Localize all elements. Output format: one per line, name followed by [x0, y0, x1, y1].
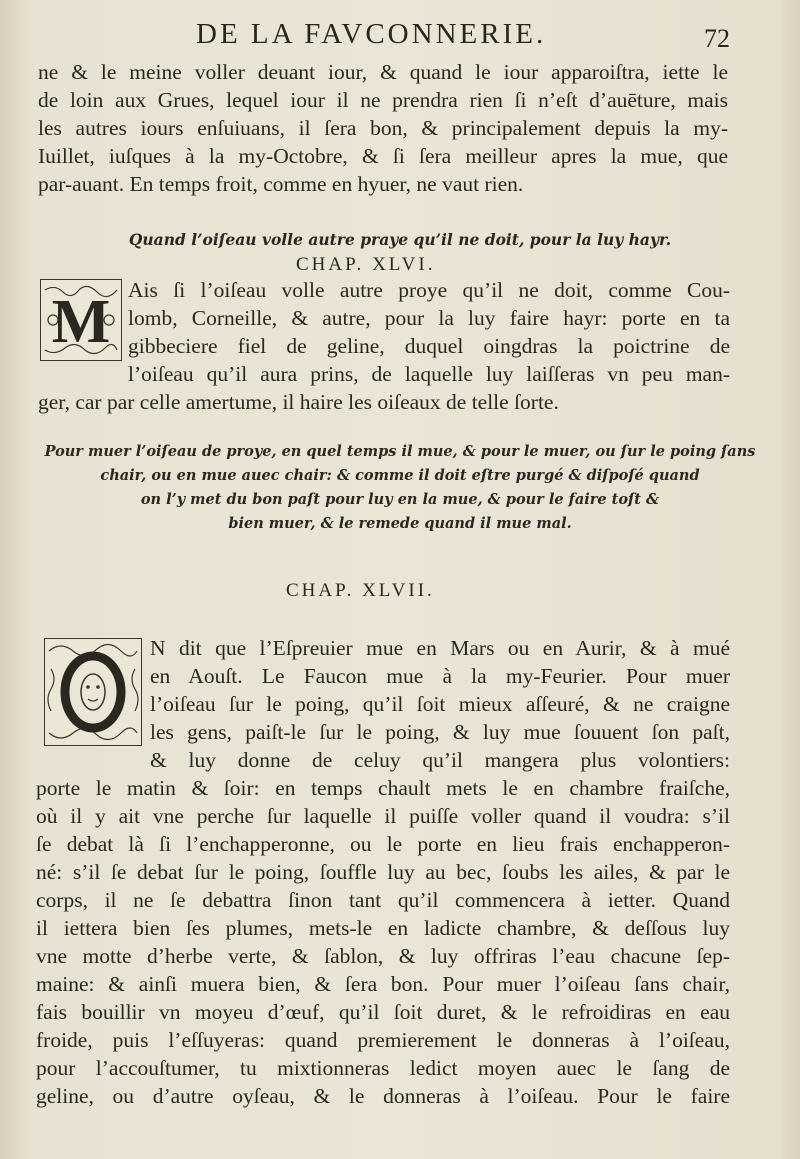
title-line: bien muer, & le remede quand il mue mal. — [228, 515, 572, 532]
text-line: N dit que l’Eſpreuier mue en Mars ou en Aurir, & à mué — [150, 636, 730, 660]
chapter-46-label: CHAP. XLVI. — [296, 254, 436, 275]
text-line: Ais ſi l’oiſeau volle autre proye qu’il ne doit, comme Cou- — [128, 278, 730, 302]
initial-letter: M — [51, 288, 111, 356]
text-line: en Aouſt. Le Faucon mue à la my-Feurier. Pour muer — [150, 664, 730, 688]
text-line: geline, ou d’autre oyſeau, & le donneras à l’oiſeau. Pour le faire — [36, 1084, 730, 1108]
text-line: pour l’accouſtumer, tu mixtionneras ledict moyen auec le ſang de — [36, 1056, 730, 1080]
text-line: Iuillet, iuſques à la my-Octobre, & ſi ſera meilleur apres la mue, que — [38, 144, 728, 168]
text-line: de loin aux Grues, lequel iour il ne prendra rien ſi n’eſt d’auēture, mais — [38, 88, 728, 112]
chapter-47-text-full — [36, 774, 730, 1110]
text-line: maine: & ainſi muera bien, & ſera bon. Pour muer l’oiſeau ſans chair, — [36, 972, 730, 996]
decorated-initial-o — [44, 638, 142, 746]
text-line: il iettera bien ſes plumes, mets-le en ladicte chambre, & deſſous luy — [36, 916, 730, 940]
chapter-47-title — [0, 440, 800, 536]
text-line: les gens, paiſt-le ſur le poing, & luy mue ſouuent ſon paſt, — [150, 720, 730, 744]
initial-letter: O — [45, 639, 46, 640]
continuation-paragraph — [38, 58, 728, 198]
chapter-47-label: CHAP. XLVII. — [286, 580, 435, 601]
text-line: né: s’il ſe debat ſur le poing, ſouffle luy au bec, ſoubs les ailes, & par le — [36, 860, 730, 884]
chapter-46-text-full — [38, 388, 688, 416]
text-line: fais bouillir vn moyeu d’œuf, qu’il ſoit duret, & le refroidiras en eau — [36, 1000, 730, 1024]
text-line: froide, puis l’eſſuyeras: quand premierement le donneras à l’oiſeau, — [36, 1028, 730, 1052]
text-line: où il y ait vne perche ſur laquelle il puiſſe voller quand il voudra: s’il — [36, 804, 730, 828]
chapter-46-text-indented — [128, 276, 730, 388]
text-line: corps, il ne ſe debattra ſinon tant qu’il commencera à ietter. Quand — [36, 888, 730, 912]
text-line: les autres iours enſuiuans, il ſera bon, & principalement depuis la my- — [38, 116, 728, 140]
text-line: l’oiſeau qu’il aura prins, de laquelle luy laiſſeras vn peu man- — [128, 362, 730, 386]
text-line: ger, car par celle amertume, il haire les oiſeaux de telle ſorte. — [38, 390, 559, 414]
text-line: & luy donne de celuy qu’il mangera plus volontiers: — [150, 748, 730, 772]
chapter-47-text-indented — [150, 634, 730, 774]
title-line: on l’y met du bon paſt pour luy en la mue, & pour le faire toſt & — [140, 491, 660, 508]
text-line: porte le matin & ſoir: en temps chault mets le en chambre fraiſche, — [36, 776, 730, 800]
title-line: Pour muer l’oiſeau de proye, en quel temps il mue, & pour le muer, ou ſur le poing ſans — [44, 443, 756, 460]
chapter-46-title: Quand l’oiſeau volle autre praye qu’il ne doit, pour la luy hayr. — [128, 230, 672, 249]
text-line: ne & le meine voller deuant iour, & quand le iour apparoiſtra, iette le — [38, 60, 728, 84]
text-line: lomb, Corneille, & autre, pour la luy faire hayr: porte en ta — [128, 306, 730, 330]
page-number: 72 — [704, 24, 730, 53]
text-line: gibbeciere fiel de geline, duquel oingdras la poictrine de — [128, 334, 730, 358]
running-title: DE LA FAVCONNERIE. — [196, 18, 547, 50]
decorated-initial-m — [40, 279, 122, 361]
page-header — [0, 14, 800, 54]
title-line: chair, ou en mue auec chair: & comme il doit eſtre purgé & diſpoſé quand — [100, 467, 700, 484]
text-line: vne motte d’herbe verte, & ſablon, & luy offriras l’eau chacune ſep- — [36, 944, 730, 968]
text-line: ſe debat là ſi l’enchapperonne, ou le porte en lieu frais enchapperon- — [36, 832, 730, 856]
text-line: l’oiſeau ſur le poing, qu’il ſoit mieux aſſeuré, & ne craigne — [150, 692, 730, 716]
text-line: par-auant. En temps froit, comme en hyuer, ne vaut rien. — [38, 172, 524, 196]
